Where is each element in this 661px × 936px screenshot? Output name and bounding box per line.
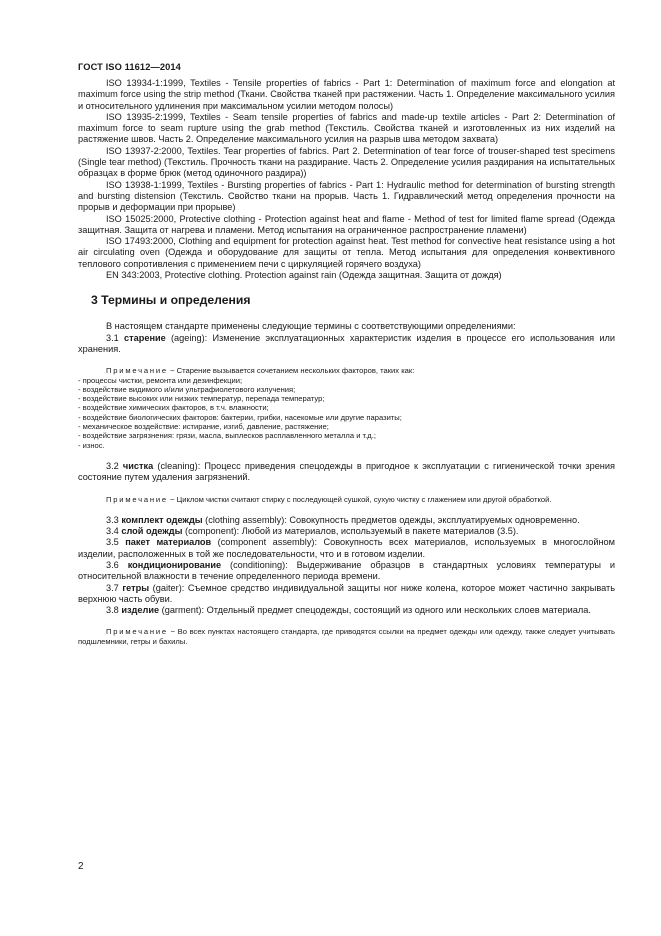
reference-item: ISO 13938-1:1999, Textiles - Bursting properties of fabrics - Part 1: Hydraulic method for determination of bursting strength and bursting distension (Текстиль. Свойство ткани на прорыв. Часть 1. Гидравлический метод определения прочности на прорыв и деформации при прорыве)	[78, 179, 615, 213]
section-intro: В настоящем стандарте применены следующие термины с соответствующими определениями:	[106, 321, 516, 332]
note-text: − Во всех пунктах настоящего стандарта, где приводятся ссылки на предмет одежды или одежду, также следует учитывать подшлемники, гетры и бахилы.	[78, 627, 615, 646]
section-title: 3 Термины и определения	[91, 293, 251, 308]
references-list	[78, 78, 615, 281]
term-name: гетры	[122, 582, 150, 593]
term-definition: (clothing assembly): Совокупность предметов одежды, эксплуатируемых одновременно.	[202, 514, 580, 525]
list-item: - воздействие загрязнения: грязи, масла, выплесков расплавленного металла и т.д.;	[78, 431, 376, 441]
term-number: 3.2	[106, 460, 123, 471]
reference-item: ISO 13937-2:2000, Textiles. Tear properties of fabrics. Part 2. Determination of tear force of trouser-shaped test specimens (Single tear method) (Текстиль. Прочность ткани на раздирание. Часть 2. Определение усилия раздирания на испытательных образцах в форме брюк (метод одиночного раздира))	[78, 145, 615, 179]
note-label: Примечание	[106, 627, 168, 637]
term-number: 3.6	[106, 559, 128, 570]
term-3-2	[78, 461, 615, 484]
term-name: чистка	[122, 460, 154, 471]
term-3-7	[78, 583, 615, 606]
term-number: 3.8	[106, 605, 122, 616]
note-ageing	[78, 366, 615, 450]
reference-item: ISO 13935-2:1999, Textiles - Seam tensile properties of fabrics and made-up textile articles - Part 2: Determination of maximum force to seam rupture using the grab method (Текстиль. Свойства тканей и изготовленных из них изделий на растяжение швов. Часть 2. Определение максимального усилия на разрыв шва методом захвата)	[78, 111, 615, 145]
term-number: 3.3	[106, 514, 122, 525]
term-definition: (component assembly): Совокупность всех материалов, используемых в многослойном изделии, расположенных в той же последовательности, что и в готовом изделии.	[78, 537, 615, 559]
document-code: ГОСТ ISO 11612—2014	[78, 62, 181, 72]
reference-item: ISO 15025:2000, Protective clothing - Protection against heat and flame - Method of test for limited flame spread (Одежда защитная. Защита от нагрева и пламени. Метод испытания на ограниченное распространение пламени)	[78, 213, 615, 235]
term-name: комплект одежды	[121, 514, 203, 525]
term-name: слой одежды	[121, 526, 183, 537]
note-label: Примечание	[106, 494, 168, 504]
list-item: - износ.	[78, 440, 105, 450]
reference-item: ISO 17493:2000, Clothing and equipment for protection against heat. Test method for convective heat resistance using a hot air circulating oven (Одежда и оборудование для защиты от тепла. Метод испытания для определения конвективного теплового сопротивления с применением печи с циркуляцией горячего воздуха)	[78, 236, 615, 269]
note-text: − Циклом чистки считают стирку с последующей сушкой, сухую чистку с глажением или другой обработкой.	[167, 494, 552, 504]
term-number: 3.1	[106, 332, 124, 343]
list-item: - воздействие химических факторов, в т.ч. влажности;	[78, 403, 269, 413]
term-definition: (component): Любой из материалов, используемый в пакете материалов (3.5).	[182, 526, 519, 537]
note-factor-list	[78, 376, 615, 450]
note-text: − Старение вызывается сочетанием нескольких факторов, таких как:	[167, 366, 415, 376]
term-name: пакет материалов	[125, 537, 212, 548]
list-item: - воздействие видимого и/или ультрафиолетового излучения;	[78, 384, 296, 394]
term-name: кондиционирование	[127, 559, 222, 570]
note-cleaning	[78, 495, 615, 504]
reference-item: EN 343:2003, Protective clothing. Protection against rain (Одежда защитная. Защита от дождя)	[106, 270, 502, 281]
note-header	[78, 366, 615, 375]
term-definition: (garment): Отдельный предмет спецодежды, состоящий из одного или нескольких слоев материала.	[159, 605, 591, 616]
term-definition: (gaiter): Съемное средство индивидуальной защиты ног ниже колена, которое может частично закрывать верхнюю часть обуви.	[78, 582, 616, 604]
term-3-4	[78, 526, 615, 537]
term-number: 3.4	[106, 526, 122, 537]
term-3-3	[78, 515, 615, 526]
term-number: 3.7	[106, 582, 123, 593]
term-name: изделие	[121, 605, 160, 616]
term-definition: (cleaning): Процесс приведения спецодежды в пригодное к эксплуатации с гигиенической точки зрения состояние путем удаления загрязнений.	[78, 460, 615, 483]
term-definition: (conditioning): Выдерживание образцов в стандартных условиях температуры и относительной влажности в течение определенного периода времени.	[78, 559, 615, 582]
reference-item: ISO 13934-1:1999, Textiles - Tensile properties of fabrics - Part 1: Determination of maximum force and elongation at maximum force using the strip method (Ткани. Свойства тканей при растяжении. Часть 1. Определение максимального усилия и относительного удлинения при максимальном усилии методом полосы)	[78, 78, 615, 111]
list-item: - механическое воздействие: истирание, изгиб, давление, растяжение;	[78, 422, 329, 432]
term-number: 3.5	[106, 537, 126, 548]
page-number: 2	[78, 861, 84, 872]
note-label: Примечание	[106, 366, 168, 376]
term-name: старение	[124, 332, 166, 343]
list-item: - процессы чистки, ремонта или дезинфекции;	[78, 375, 243, 385]
term-definition: (ageing): Изменение эксплуатационных характеристик изделия в процессе его использования или хранения.	[78, 332, 615, 354]
list-item: - воздействие биологических факторов: бактерии, грибки, насекомые или другие паразиты;	[78, 412, 402, 422]
list-item: - воздействие высоких или низких температур, перепада температур;	[78, 394, 325, 404]
note-garment	[78, 627, 615, 646]
term-3-8	[78, 605, 615, 616]
term-3-5	[78, 537, 615, 560]
term-3-6	[78, 560, 615, 583]
document-page	[78, 62, 615, 646]
term-3-1	[78, 333, 615, 356]
